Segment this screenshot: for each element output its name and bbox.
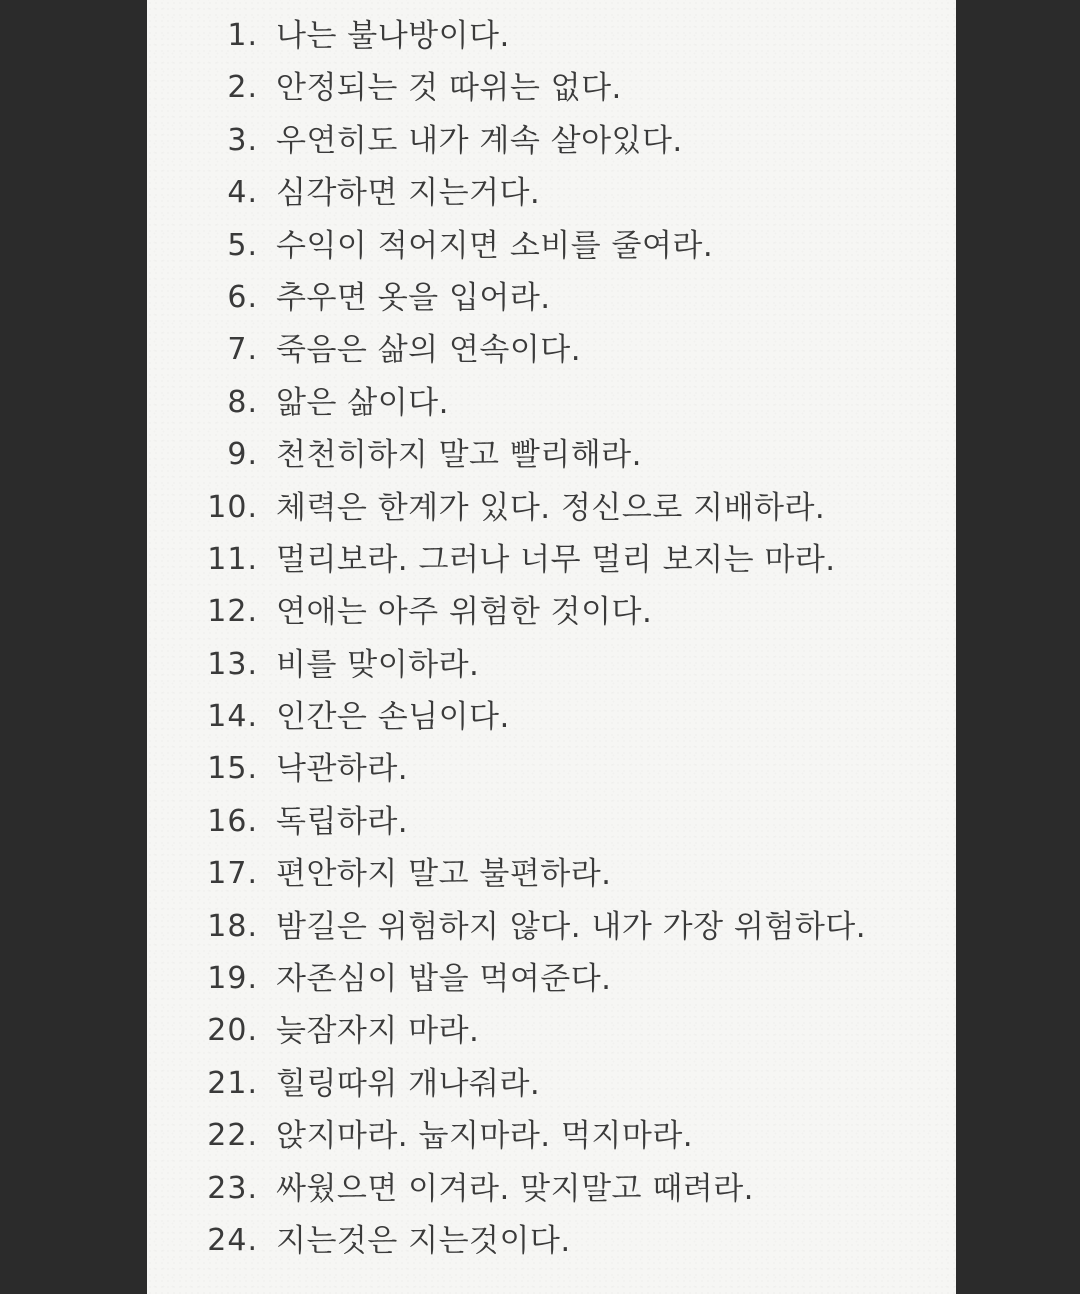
item-text: 우연히도 내가 계속 살아있다. [276, 122, 683, 159]
item-number: 13. [207, 646, 258, 682]
item-text: 지는것은 지는것이다. [276, 1222, 571, 1259]
item-text: 수익이 적어지면 소비를 줄여라. [276, 227, 714, 264]
item-text: 체력은 한계가 있다. 정신으로 지배하라. [276, 489, 826, 526]
list-item [147, 167, 956, 219]
list-item [147, 1163, 956, 1215]
item-text: 인간은 손님이다. [276, 699, 510, 736]
item-text: 천천히하지 말고 빨리해라. [276, 437, 642, 474]
item-text: 죽음은 삶의 연속이다. [276, 332, 582, 369]
item-number: 20. [207, 1013, 258, 1049]
list-item [147, 691, 956, 743]
list-item [147, 1058, 956, 1110]
list-item [147, 10, 956, 62]
item-number: 14. [207, 699, 258, 735]
item-number: 1. [227, 18, 258, 53]
item-number: 2. [227, 70, 258, 106]
item-text: 밤길은 위험하지 않다. 내가 가장 위험하다. [276, 908, 867, 945]
item-number: 9. [227, 437, 258, 473]
item-text: 편안하지 말고 불편하라. [276, 856, 612, 893]
item-text: 심각하면 지는거다. [276, 175, 541, 212]
list-item [147, 953, 956, 1005]
item-text: 비를 맞이하라. [276, 646, 480, 683]
item-text: 싸웠으면 이겨라. 맞지말고 때려라. [276, 1170, 755, 1207]
item-text: 늦잠자지 마라. [276, 1013, 480, 1050]
item-number: 21. [207, 1065, 258, 1101]
item-number: 23. [207, 1170, 258, 1206]
list-item [147, 1110, 956, 1162]
item-text: 독립하라. [276, 803, 409, 840]
note-page [147, 0, 956, 1294]
list-item [147, 796, 956, 848]
item-text: 추우면 옷을 입어라. [276, 279, 551, 316]
list-item [147, 324, 956, 376]
item-text: 앉지마라. 눕지마라. 먹지마라. [276, 1118, 694, 1155]
item-number: 11. [207, 541, 258, 577]
item-number: 16. [207, 803, 258, 839]
item-number: 24. [207, 1222, 258, 1258]
item-text: 나는 불나방이다. [276, 18, 510, 54]
list-item [147, 901, 956, 953]
item-text: 연애는 아주 위험한 것이다. [276, 594, 653, 631]
item-text: 힐링따위 개나줘라. [276, 1065, 541, 1102]
list-item [147, 848, 956, 900]
item-number: 15. [207, 751, 258, 787]
item-text: 낙관하라. [276, 751, 409, 788]
item-number: 22. [207, 1118, 258, 1154]
list-item [147, 1215, 956, 1267]
list-item [147, 115, 956, 167]
item-number: 10. [207, 489, 258, 525]
list-item [147, 272, 956, 324]
item-number: 7. [227, 332, 258, 368]
numbered-list [147, 10, 956, 1267]
list-item [147, 377, 956, 429]
item-number: 12. [207, 594, 258, 630]
item-number: 3. [227, 122, 258, 158]
list-item [147, 429, 956, 481]
item-text: 안정되는 것 따위는 없다. [276, 70, 622, 107]
item-number: 8. [227, 384, 258, 420]
item-text: 앎은 삶이다. [276, 384, 449, 421]
item-number: 6. [227, 279, 258, 315]
item-number: 5. [227, 227, 258, 263]
list-item [147, 639, 956, 691]
list-item [147, 1005, 956, 1057]
item-number: 4. [227, 175, 258, 211]
list-item [147, 220, 956, 272]
item-text: 멀리보라. 그러나 너무 멀리 보지는 마라. [276, 541, 836, 578]
list-item [147, 534, 956, 586]
list-item [147, 586, 956, 638]
list-item [147, 62, 956, 114]
item-text: 자존심이 밥을 먹여준다. [276, 961, 612, 998]
item-number: 17. [207, 856, 258, 892]
item-number: 19. [207, 961, 258, 997]
list-item [147, 743, 956, 795]
item-number: 18. [207, 908, 258, 944]
list-item [147, 482, 956, 534]
